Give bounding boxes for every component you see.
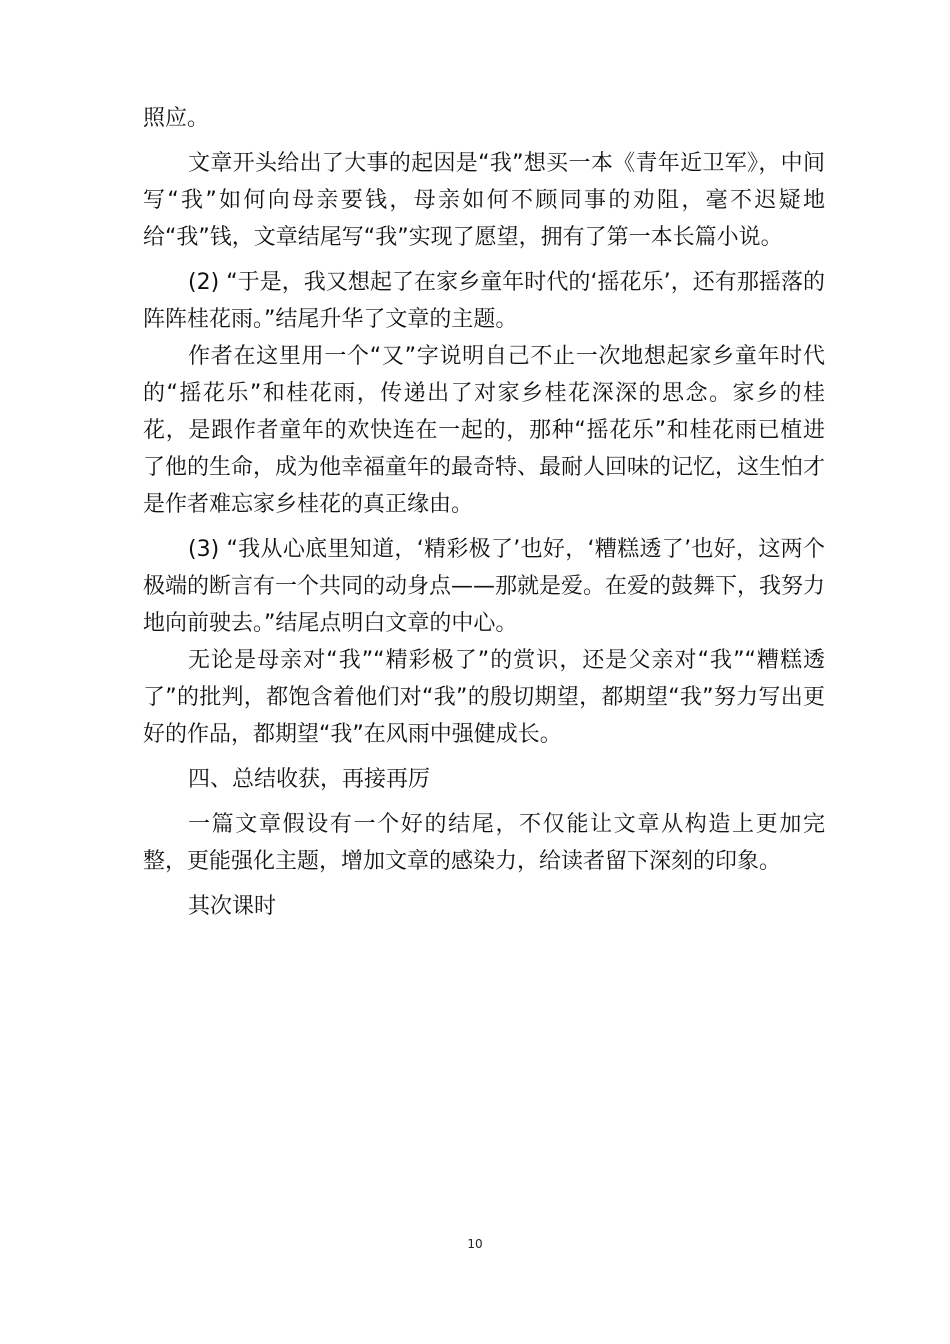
paragraph-summary: 一篇文章假设有一个好的结尾，不仅能让文章从构造上更加完整，更能强化主题，增加文章的感染力，给读者留下深刻的印象。 [143, 812, 825, 874]
paragraph-continuation: 照应。 [143, 106, 210, 131]
document-body [143, 100, 825, 925]
section-heading-second-lesson: 其次课时 [188, 894, 277, 919]
paragraph-cause-explanation: 文章开头给出了大事的起因是“我”想买一本《青年近卫军》，中间写“我”如何向母亲要钱，母亲如何不顾同事的劝阻，毫不迟疑地给“我”钱，文章结尾写“我”实现了愿望，拥有了第一本长篇小说。 [143, 151, 825, 250]
paragraph-example-2-analysis: 作者在这里用一个“又”字说明自己不止一次地想起家乡童年时代的“摇花乐”和桂花雨，传递出了对家乡桂花深深的思念。家乡的桂花，是跟作者童年的欢快连在一起的，那种“摇花乐”和桂花雨已植进了他的生命，成为他幸福童年的最奇特、最耐人回味的记忆，这生怕才是作者难忘家乡桂花的真正缘由。 [143, 344, 826, 517]
paragraph-example-3: (3) “我从心底里知道，‘精彩极了’也好，‘糟糕透了’也好，这两个极端的断言有一个共同的动身点——那就是爱。在爱的鼓舞下，我努力地向前驶去。”结尾点明白文章的中心。 [143, 537, 826, 636]
section-heading-summary: 四、总结收获，再接再厉 [188, 767, 431, 792]
paragraph-example-3-analysis: 无论是母亲对“我”“精彩极了”的赏识，还是父亲对“我”“糟糕透了”的批判，都饱含着他们对“我”的殷切期望，都期望“我”努力写出更好的作品，都期望“我”在风雨中强健成长。 [143, 648, 825, 747]
paragraph-example-2: (2) “于是，我又想起了在家乡童年时代的‘摇花乐’，还有那摇落的阵阵桂花雨。”结尾升华了文章的主题。 [143, 270, 825, 332]
page-number: 10 [467, 1237, 483, 1251]
